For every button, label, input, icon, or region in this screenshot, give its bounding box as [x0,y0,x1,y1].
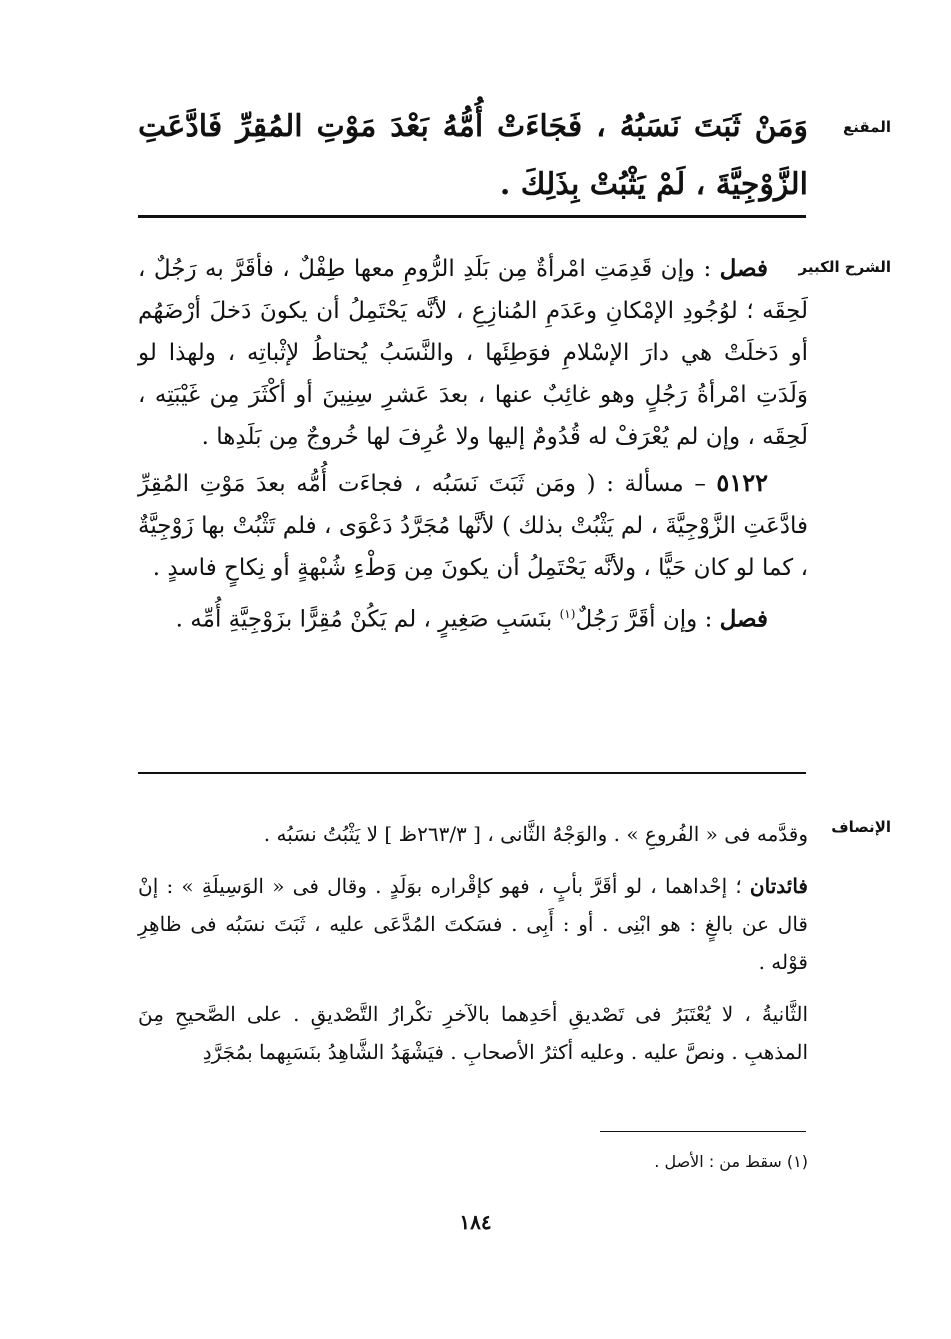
sharh-paragraph-1-text: : وإن قَدِمَتِ امْرأةٌ مِن بَلَدِ الرُّومِ معها طِفْلٌ ، فأقَرَّ به رَجُلٌ ، لَحِقَه ؛ لوُجُودِ الإمْكانِ وعَدَمِ المُنازِعِ ، لأنَّه يَحْتَمِلُ أن يكونَ دَخلَ أرْضَهُم أو دَخلَتْ هي دارَ الإسْلامِ فوَطِئَها ، والنَّسَبُ يُحتاطُ لإثْباتِه ، ولهذا لو وَلَدَتِ امْرأةُ رَجُلٍ وهو غائِبٌ عنها ، بعدَ عَشرِ سِنِينَ أو أكْثَرَ مِن غَيْبَتِه ، لَحِقَه ، وإن لم يُعْرَفْ له قُدُومٌ إليها ولا عُرِفَ لها خُروجٌ مِن بَلَدِها . [138,256,808,450]
fasl-heading: فصل [719,255,768,282]
masala-label: – مسألة : [595,471,717,497]
sharh-paragraph-2 [138,462,808,589]
insaf-paragraph-2-text: ؛ إحْداهما ، لو أقَرَّ بأبٍ ، فهو كإقْراره بوَلَدٍ . وقال فى « الوَسِيلَةِ » : إنْ قال عن بالغٍ : هو ابْنِى . أو : أَبِى . فسَكتَ المُدَّعَى عليه ، ثَبَتَ نسَبُه فى ظاهِرِ قوْله . [138,874,808,974]
sharh-body [138,248,808,645]
footnote: (١) سقط من : الأصل . [654,1152,808,1171]
insaf-body [138,815,808,1085]
sharh-paragraph-3-text-b: بنَسَبِ صَغِيرٍ ، لم يَكُنْ مُقِرًّا بزَوْجِيَّةِ أُمِّه . [175,606,560,633]
insaf-paragraph-1: وقدَّمه فى « الفُروعِ » . والوَجْهُ الثَّانى ، [ ٢٦٣/٣ظ ] لا يَثْبُتُ نسَبُه . [263,822,808,846]
sharh-paragraph-3-text-a: : وإن أقَرَّ رَجُلٌ [575,606,720,633]
footnote-divider [600,1131,806,1132]
page-number: ١٨٤ [459,1210,492,1234]
masala-number: ٥١٢٢ [716,468,768,497]
label-muqni: المقنع [843,118,891,136]
section-divider-thin [138,772,806,774]
fasl-heading-2: فصل [719,605,768,633]
sharh-paragraph-2-text: ( ومَن ثَبَتَ نَسَبُه ، فجاءَت أُمُّه بعدَ مَوْتِ المُقِرِّ فادَّعَتِ الزَّوْجِيَّةَ ، لم يَثْبُتْ بذلك ) لأنَّها مُجَرَّدُ دَعْوَى ، فلم تَثْبُتْ بها زَوْجِيَّةٌ ، كما لو كان حَيًّا ، ولأنَّه يَحْتَمِلُ أن يكونَ مِن وَطْءِ شُبْهةٍ أو نِكاحٍ فاسدٍ . [138,471,808,581]
insaf-paragraph-2 [138,867,808,981]
section-divider-thick [138,215,806,218]
sharh-paragraph-1 [138,248,808,458]
footnote-ref: (١) [559,607,576,621]
label-insaf: الإنصاف [831,818,891,836]
sharh-paragraph-3 [138,593,808,641]
faidatan-heading: فائدتان [749,874,808,898]
muqni-text: وَمَنْ ثَبَتَ نَسَبُهُ ، فَجَاءَتْ أُمُّهُ بَعْدَ مَوْتِ المُقِرِّ فَادَّعَتِ الزَّوْجِيَّةَ ، لَمْ يَثْبُتْ بِذَلِكَ . [138,109,808,202]
insaf-paragraph-3: الثَّانيةُ ، لا يُعْتَبَرُ فى تَصْديقِ أحَدِهما بالآخرِ تكْرارُ التَّصْديقِ . على الصَّحيحِ مِنَ المذهبِ . ونصَّ عليه . وعليه أكثرُ الأصحابِ . فيَشْهَدُ الشَّاهِدُ بنَسَبِهما بمُجَرَّدِ [138,1002,809,1064]
label-sharh: الشرح الكبير [798,258,891,276]
